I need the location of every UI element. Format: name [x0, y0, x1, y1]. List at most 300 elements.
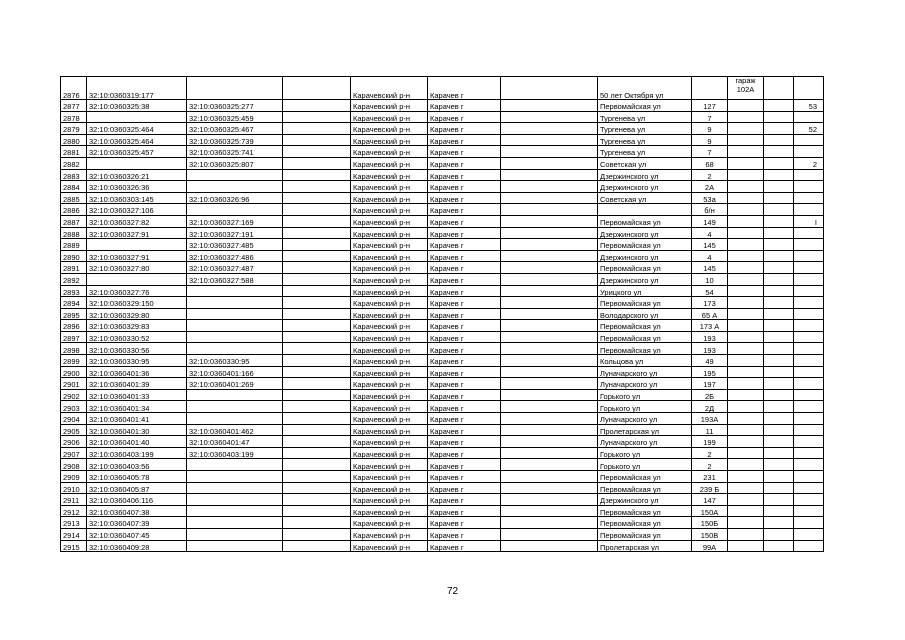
district-cell: Карачевский р-н	[351, 100, 428, 112]
empty-cell	[283, 273, 351, 285]
empty-cell	[283, 77, 351, 100]
table-row	[61, 215, 824, 227]
street-cell: Горького ул	[598, 401, 692, 413]
row-number: 2884	[61, 181, 87, 193]
city-cell: Карачев г	[428, 459, 501, 471]
empty-cell	[764, 424, 794, 436]
empty-cell	[501, 540, 598, 552]
empty-cell	[283, 239, 351, 251]
note-cell: гараж 102А	[728, 77, 764, 100]
note-cell	[728, 413, 764, 425]
building-cadastral-number: 32:10:0360325:807	[187, 157, 283, 169]
building-cadastral-number	[187, 494, 283, 506]
row-number: 2904	[61, 413, 87, 425]
cadastral-number: 32:10:0360405:78	[87, 471, 187, 483]
empty-cell	[764, 459, 794, 471]
house-number-cell: 150А	[692, 505, 728, 517]
empty-cell	[501, 204, 598, 216]
empty-cell	[501, 146, 598, 158]
street-cell: Горького ул	[598, 447, 692, 459]
empty-cell	[501, 134, 598, 146]
empty-cell	[764, 77, 794, 100]
district-cell: Карачевский р-н	[351, 413, 428, 425]
street-cell	[598, 204, 692, 216]
table-row	[61, 505, 824, 517]
extra-cell	[794, 540, 824, 552]
row-number: 2892	[61, 273, 87, 285]
empty-cell	[501, 273, 598, 285]
table-row	[61, 482, 824, 494]
empty-cell	[501, 297, 598, 309]
extra-cell	[794, 459, 824, 471]
city-cell: Карачев г	[428, 77, 501, 100]
street-cell: Первомайская ул	[598, 297, 692, 309]
extra-cell	[794, 204, 824, 216]
empty-cell	[764, 181, 794, 193]
building-cadastral-number	[187, 169, 283, 181]
note-cell	[728, 517, 764, 529]
empty-cell	[501, 239, 598, 251]
empty-cell	[764, 471, 794, 483]
empty-cell	[283, 424, 351, 436]
cadastral-number: 32:10:0360325:38	[87, 100, 187, 112]
building-cadastral-number: 32:10:0360327:169	[187, 215, 283, 227]
empty-cell	[283, 343, 351, 355]
building-cadastral-number: 32:10:0360325:459	[187, 111, 283, 123]
extra-cell	[794, 436, 824, 448]
cadastral-number: 32:10:0360401:41	[87, 413, 187, 425]
empty-cell	[283, 123, 351, 135]
city-cell: Карачев г	[428, 331, 501, 343]
city-cell: Карачев г	[428, 297, 501, 309]
district-cell: Карачевский р-н	[351, 528, 428, 540]
table-row	[61, 192, 824, 204]
district-cell: Карачевский р-н	[351, 401, 428, 413]
empty-cell	[764, 134, 794, 146]
empty-cell	[283, 262, 351, 274]
empty-cell	[283, 134, 351, 146]
extra-cell	[794, 273, 824, 285]
empty-cell	[764, 517, 794, 529]
empty-cell	[283, 100, 351, 112]
table-row	[61, 250, 824, 262]
table-row	[61, 273, 824, 285]
empty-cell	[764, 401, 794, 413]
city-cell: Карачев г	[428, 250, 501, 262]
building-cadastral-number	[187, 297, 283, 309]
extra-cell	[794, 331, 824, 343]
district-cell: Карачевский р-н	[351, 181, 428, 193]
empty-cell	[764, 297, 794, 309]
cadastral-number: 32:10:0360329:83	[87, 320, 187, 332]
note-cell	[728, 192, 764, 204]
empty-cell	[283, 355, 351, 367]
extra-cell	[794, 378, 824, 390]
empty-cell	[764, 273, 794, 285]
street-cell: Горького ул	[598, 459, 692, 471]
row-number: 2881	[61, 146, 87, 158]
cadastral-number: 32:10:0360327:76	[87, 285, 187, 297]
empty-cell	[501, 505, 598, 517]
note-cell	[728, 146, 764, 158]
extra-cell	[794, 413, 824, 425]
empty-cell	[283, 157, 351, 169]
note-cell	[728, 331, 764, 343]
house-number-cell: 4	[692, 250, 728, 262]
cadastral-number: 32:10:0360401:34	[87, 401, 187, 413]
house-number-cell: 99А	[692, 540, 728, 552]
empty-cell	[501, 528, 598, 540]
note-cell	[728, 227, 764, 239]
note-cell	[728, 401, 764, 413]
note-cell	[728, 447, 764, 459]
district-cell: Карачевский р-н	[351, 471, 428, 483]
house-number-cell: 197	[692, 378, 728, 390]
empty-cell	[501, 389, 598, 401]
district-cell: Карачевский р-н	[351, 436, 428, 448]
table-row	[61, 111, 824, 123]
district-cell: Карачевский р-н	[351, 111, 428, 123]
empty-cell	[501, 100, 598, 112]
row-number: 2887	[61, 215, 87, 227]
table-row	[61, 204, 824, 216]
city-cell: Карачев г	[428, 482, 501, 494]
house-number-cell: 193	[692, 343, 728, 355]
cadastral-number: 32:10:0360403:199	[87, 447, 187, 459]
extra-cell	[794, 308, 824, 320]
city-cell: Карачев г	[428, 192, 501, 204]
cadastral-number: 32:10:0360325:464	[87, 134, 187, 146]
empty-cell	[764, 215, 794, 227]
house-number-cell: 193А	[692, 413, 728, 425]
street-cell: Горького ул	[598, 389, 692, 401]
building-cadastral-number	[187, 308, 283, 320]
row-number: 2890	[61, 250, 87, 262]
empty-cell	[764, 157, 794, 169]
row-number: 2889	[61, 239, 87, 251]
note-cell	[728, 355, 764, 367]
table-row	[61, 401, 824, 413]
district-cell: Карачевский р-н	[351, 157, 428, 169]
district-cell: Карачевский р-н	[351, 250, 428, 262]
table-row	[61, 134, 824, 146]
district-cell: Карачевский р-н	[351, 262, 428, 274]
street-cell: Тургенева ул	[598, 111, 692, 123]
city-cell: Карачев г	[428, 389, 501, 401]
empty-cell	[283, 413, 351, 425]
cadastral-number: 32:10:0360327:106	[87, 204, 187, 216]
empty-cell	[283, 401, 351, 413]
registry-table	[60, 76, 824, 552]
street-cell: Тургенева ул	[598, 146, 692, 158]
empty-cell	[764, 204, 794, 216]
city-cell: Карачев г	[428, 262, 501, 274]
district-cell: Карачевский р-н	[351, 308, 428, 320]
cadastral-number: 32:10:0360407:38	[87, 505, 187, 517]
street-cell: Первомайская ул	[598, 482, 692, 494]
street-cell: Тургенева ул	[598, 134, 692, 146]
district-cell: Карачевский р-н	[351, 285, 428, 297]
empty-cell	[764, 378, 794, 390]
city-cell: Карачев г	[428, 540, 501, 552]
district-cell: Карачевский р-н	[351, 297, 428, 309]
cadastral-number: 32:10:0360401:33	[87, 389, 187, 401]
row-number: 2879	[61, 123, 87, 135]
district-cell: Карачевский р-н	[351, 320, 428, 332]
district-cell: Карачевский р-н	[351, 459, 428, 471]
empty-cell	[283, 250, 351, 262]
empty-cell	[501, 192, 598, 204]
building-cadastral-number: 32:10:0360325:741	[187, 146, 283, 158]
house-number-cell: 2Д	[692, 401, 728, 413]
street-cell: Пролетарская ул	[598, 540, 692, 552]
table-row	[61, 331, 824, 343]
empty-cell	[283, 297, 351, 309]
note-cell	[728, 123, 764, 135]
street-cell: Дзержинского ул	[598, 250, 692, 262]
district-cell: Карачевский р-н	[351, 494, 428, 506]
empty-cell	[501, 482, 598, 494]
building-cadastral-number	[187, 505, 283, 517]
note-cell	[728, 389, 764, 401]
empty-cell	[764, 320, 794, 332]
house-number-cell: 2Б	[692, 389, 728, 401]
building-cadastral-number: 32:10:0360401:462	[187, 424, 283, 436]
building-cadastral-number: 32:10:0360325:739	[187, 134, 283, 146]
empty-cell	[283, 215, 351, 227]
empty-cell	[501, 250, 598, 262]
extra-cell	[794, 227, 824, 239]
cadastral-number: 32:10:0360326:21	[87, 169, 187, 181]
empty-cell	[764, 169, 794, 181]
district-cell: Карачевский р-н	[351, 505, 428, 517]
row-number: 2911	[61, 494, 87, 506]
row-number: 2882	[61, 157, 87, 169]
street-cell: Первомайская ул	[598, 505, 692, 517]
extra-cell	[794, 320, 824, 332]
empty-cell	[283, 285, 351, 297]
building-cadastral-number: 32:10:0360403:199	[187, 447, 283, 459]
empty-cell	[501, 285, 598, 297]
page-number: 72	[446, 586, 459, 597]
street-cell: Советская ул	[598, 192, 692, 204]
building-cadastral-number	[187, 320, 283, 332]
note-cell	[728, 378, 764, 390]
row-number: 2914	[61, 528, 87, 540]
district-cell: Карачевский р-н	[351, 273, 428, 285]
building-cadastral-number: 32:10:0360326:96	[187, 192, 283, 204]
table-row	[61, 378, 824, 390]
table-row	[61, 413, 824, 425]
table-row	[61, 157, 824, 169]
table-row	[61, 540, 824, 552]
extra-cell	[794, 471, 824, 483]
city-cell: Карачев г	[428, 308, 501, 320]
row-number: 2878	[61, 111, 87, 123]
empty-cell	[501, 459, 598, 471]
table-row	[61, 146, 824, 158]
empty-cell	[501, 308, 598, 320]
street-cell: Первомайская ул	[598, 517, 692, 529]
district-cell: Карачевский р-н	[351, 215, 428, 227]
empty-cell	[501, 169, 598, 181]
district-cell: Карачевский р-н	[351, 204, 428, 216]
empty-cell	[283, 181, 351, 193]
empty-cell	[283, 517, 351, 529]
row-number: 2898	[61, 343, 87, 355]
city-cell: Карачев г	[428, 181, 501, 193]
building-cadastral-number: 32:10:0360327:487	[187, 262, 283, 274]
row-number: 2908	[61, 459, 87, 471]
empty-cell	[764, 436, 794, 448]
table-row	[61, 285, 824, 297]
empty-cell	[501, 331, 598, 343]
empty-cell	[283, 378, 351, 390]
house-number-cell: 173 А	[692, 320, 728, 332]
row-number: 2905	[61, 424, 87, 436]
cadastral-number: 32:10:0360403:56	[87, 459, 187, 471]
extra-cell	[794, 482, 824, 494]
empty-cell	[501, 227, 598, 239]
extra-cell	[794, 366, 824, 378]
cadastral-number: 32:10:0360407:45	[87, 528, 187, 540]
street-cell: Луначарского ул	[598, 436, 692, 448]
street-cell: Тургенева ул	[598, 123, 692, 135]
empty-cell	[283, 146, 351, 158]
empty-cell	[283, 169, 351, 181]
cadastral-number: 32:10:0360319:177	[87, 77, 187, 100]
note-cell	[728, 540, 764, 552]
city-cell: Карачев г	[428, 494, 501, 506]
row-number: 2903	[61, 401, 87, 413]
building-cadastral-number	[187, 343, 283, 355]
extra-cell	[794, 111, 824, 123]
cadastral-number: 32:10:0360325:464	[87, 123, 187, 135]
row-number: 2902	[61, 389, 87, 401]
extra-cell: 53	[794, 100, 824, 112]
house-number-cell: 2	[692, 447, 728, 459]
city-cell: Карачев г	[428, 157, 501, 169]
empty-cell	[764, 308, 794, 320]
table-row	[61, 227, 824, 239]
note-cell	[728, 100, 764, 112]
house-number-cell: 49	[692, 355, 728, 367]
extra-cell: I	[794, 215, 824, 227]
house-number-cell: 173	[692, 297, 728, 309]
empty-cell	[764, 331, 794, 343]
district-cell: Карачевский р-н	[351, 77, 428, 100]
row-number: 2877	[61, 100, 87, 112]
cadastral-number: 32:10:0360406:116	[87, 494, 187, 506]
building-cadastral-number	[187, 204, 283, 216]
building-cadastral-number	[187, 181, 283, 193]
empty-cell	[764, 111, 794, 123]
empty-cell	[764, 540, 794, 552]
building-cadastral-number: 32:10:0360330:95	[187, 355, 283, 367]
empty-cell	[283, 505, 351, 517]
extra-cell	[794, 355, 824, 367]
cadastral-number: 32:10:0360407:39	[87, 517, 187, 529]
table-row	[61, 471, 824, 483]
house-number-cell: 150В	[692, 528, 728, 540]
district-cell: Карачевский р-н	[351, 227, 428, 239]
extra-cell	[794, 505, 824, 517]
table-row	[61, 320, 824, 332]
street-cell: Луначарского ул	[598, 378, 692, 390]
extra-cell	[794, 528, 824, 540]
city-cell: Карачев г	[428, 239, 501, 251]
empty-cell	[501, 111, 598, 123]
empty-cell	[283, 366, 351, 378]
city-cell: Карачев г	[428, 528, 501, 540]
house-number-cell	[692, 77, 728, 100]
note-cell	[728, 366, 764, 378]
building-cadastral-number	[187, 528, 283, 540]
house-number-cell: 145	[692, 239, 728, 251]
table-row	[61, 123, 824, 135]
extra-cell	[794, 262, 824, 274]
extra-cell	[794, 169, 824, 181]
row-number: 2910	[61, 482, 87, 494]
street-cell: Урицкого ул	[598, 285, 692, 297]
extra-cell	[794, 181, 824, 193]
empty-cell	[764, 192, 794, 204]
empty-cell	[283, 389, 351, 401]
street-cell: Первомайская ул	[598, 320, 692, 332]
row-number: 2891	[61, 262, 87, 274]
table-row	[61, 366, 824, 378]
house-number-cell: 7	[692, 146, 728, 158]
building-cadastral-number	[187, 540, 283, 552]
empty-cell	[501, 320, 598, 332]
city-cell: Карачев г	[428, 378, 501, 390]
cadastral-number: 32:10:0360329:80	[87, 308, 187, 320]
note-cell	[728, 320, 764, 332]
building-cadastral-number	[187, 459, 283, 471]
street-cell: Первомайская ул	[598, 239, 692, 251]
table-row	[61, 528, 824, 540]
note-cell	[728, 471, 764, 483]
street-cell: Дзержинского ул	[598, 494, 692, 506]
city-cell: Карачев г	[428, 204, 501, 216]
building-cadastral-number	[187, 389, 283, 401]
cadastral-number: 32:10:0360401:40	[87, 436, 187, 448]
house-number-cell: 68	[692, 157, 728, 169]
city-cell: Карачев г	[428, 215, 501, 227]
extra-cell	[794, 494, 824, 506]
building-cadastral-number	[187, 482, 283, 494]
empty-cell	[764, 100, 794, 112]
table-row	[61, 355, 824, 367]
note-cell	[728, 343, 764, 355]
building-cadastral-number	[187, 413, 283, 425]
empty-cell	[283, 308, 351, 320]
building-cadastral-number	[187, 517, 283, 529]
house-number-cell: 2А	[692, 181, 728, 193]
cadastral-number	[87, 239, 187, 251]
cadastral-number	[87, 273, 187, 285]
note-cell	[728, 528, 764, 540]
empty-cell	[501, 471, 598, 483]
empty-cell	[501, 424, 598, 436]
city-cell: Карачев г	[428, 355, 501, 367]
house-number-cell: 147	[692, 494, 728, 506]
house-number-cell: 231	[692, 471, 728, 483]
district-cell: Карачевский р-н	[351, 355, 428, 367]
building-cadastral-number: 32:10:0360325:467	[187, 123, 283, 135]
house-number-cell: 9	[692, 134, 728, 146]
row-number: 2893	[61, 285, 87, 297]
